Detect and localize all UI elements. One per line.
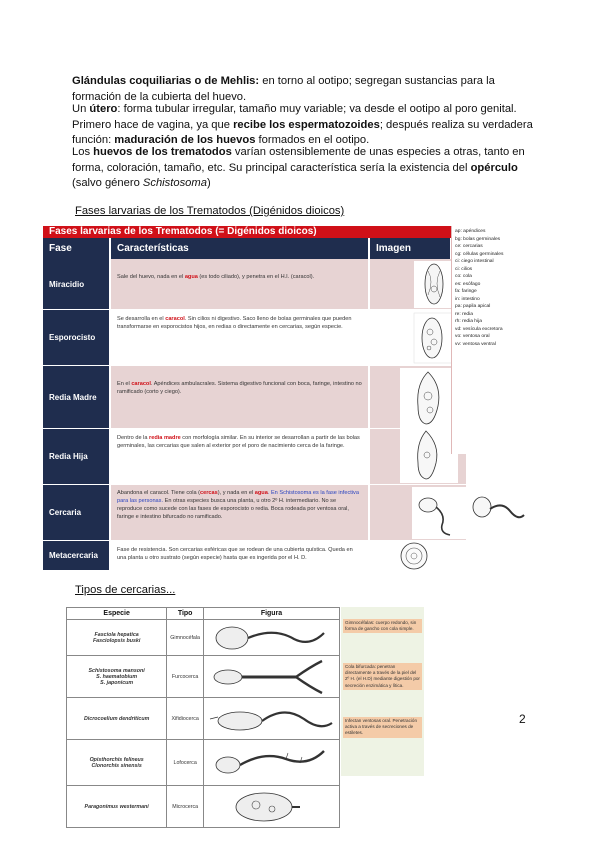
fase-description [111,429,368,485]
fase-label: Cercaria [43,485,109,541]
fase-label: Metacercaria [43,541,109,571]
desc-highlight: cercas [200,490,218,496]
species-name: Schistosoma mansoni [88,667,145,674]
tipo-cell: Microcerca [167,786,204,828]
schistosoma-term: Schistosoma [142,177,207,190]
legend-item: bg: bolas germinales [455,236,501,242]
operculo-term: opérculo [470,161,518,174]
note-gimnocefala: Gimnocéfalas: cuerpo redondo, sin forma de gancho con cola simple. [343,619,422,633]
table-row [67,620,340,656]
desc-text: con morfología similar. En su interior se desarrollan a partir de las bolas germinales, las cercarias que salen al exterior por el poro de nacimiento cerca de la faringe. [117,435,360,449]
desc-text: . Sin cilios ni digestivo. Saco lleno de bolas germinales que pueden transformarse en esporocistos hijos, en redias o directamente en cercarias, según especie. [117,316,352,330]
utero-text3: formados en el ootipo. [255,134,370,147]
cercaria-extra-image [466,485,531,541]
fase-label: Esporocisto [43,310,109,366]
col-especie: Especie [67,608,167,620]
legend-item: ci: cilios [455,266,473,272]
table-row [67,656,340,698]
especie-cell [67,698,167,740]
species-name: Dicrocoelium dendriticum [83,715,150,722]
legend-item: fa: faringe [455,289,477,294]
row-cercaria [43,485,466,541]
legend-item: cg: células germinales [455,251,504,257]
desc-blue: . En Schistosoma es la fase infectiva para las personas. [117,490,359,504]
heading-tipos: Tipos de cercarias... [75,584,176,596]
cercaria-types-table [66,607,340,828]
huevos-end: ) [206,177,211,190]
desc-highlight: agua [254,490,268,496]
huevos-text: varían ostensiblemente de unas especies a otras, tanto en forma, coloración, tamaño, etc. Su principal característica sería la existencia del [72,146,525,174]
huevos-text2: (salvo género [72,177,143,190]
desc-text: (es todo ciliado), y penetra en el H.I. (caracol). [197,274,315,280]
species-name: Fasciola hepatica [94,631,139,638]
utero-pre: Un [72,103,90,115]
desc-highlight: caracol [165,316,185,322]
species-name: S. japonicum [100,679,134,686]
row-redia-madre [43,366,466,429]
legend-item: rh: redia hija [455,319,482,324]
species-name: Clonorchis sinensis [91,762,142,769]
legend-item: es: esófago [455,281,481,287]
larval-table-title: Fases larvarias de los Trematodos (= Digénidos dioicos) [43,226,466,238]
page-number: 2 [519,712,526,726]
tipo-cell: Xifidiocerca [167,698,204,740]
tipo-cell: Gimnocéfala [167,620,204,656]
furcocerca-figure [204,656,340,698]
desc-highlight: redia madre [149,435,181,441]
metacercaria-image [370,541,466,571]
row-metacercaria [43,541,531,571]
legend-item: ap: apéndices [455,229,486,234]
especie-cell [67,786,167,828]
fase-label: Miracidio [43,259,109,310]
utero-term2: recibe los espermatozoides [233,118,380,131]
desc-text: Se desarrolla en el [117,316,166,322]
col-imagen: Imagen [370,238,450,259]
note-xifidiocerca: Infectan ventosas oral. Penetración activa a través de secreciones de estiletes. [343,717,422,738]
microcerca-figure [204,786,340,828]
heading-fases: Fases larvarias de los Trematodos (Digénidos dioicos) [75,205,345,217]
desc-text: En otras especies busca una planta, u otro 2º H. intermediario. No se reproduce como sucede con las fases de esporocisto o redia. Boca rodeada por ventosa oral, faringe e intestino bifurcado no ramificado. [117,498,349,520]
legend-item: ce: cercarias [455,244,483,249]
especie-cell [67,656,167,698]
fase-description [111,310,368,366]
fase-label: Redia Hija [43,429,109,485]
utero-term3: maduración de los huevos [114,134,256,147]
tipo-cell: Lofocerca [167,740,204,786]
lofocerca-figure [204,740,340,786]
desc-text: Abandona el caracol. Tiene cola ( [117,490,201,496]
desc-text: Fase de resistencia. Son cercarias esféricas que se rodean de una cubierta quística. Queda en una planta u otro sustrato (según especie) hasta que es ingerida por el H. D. [117,547,353,561]
legend-item: co: cola [455,274,472,279]
fase-description [111,366,368,429]
paragraph-mehlis [72,74,542,105]
col-fase: Fase [43,238,109,259]
utero-text: : forma tubular irregular, tamaño muy variable; va desde el ootipo al poro genital. Primero hace de vagina, ya que [72,103,517,131]
legend-item: ci: ciego intestinal [455,259,494,264]
tipo-cell: Furcocerca [167,656,204,698]
col-figura: Figura [204,608,340,620]
mehlis-text: en torno al ootipo; segregan sustancias para la formación de la cubierta del huevo. [72,75,495,103]
fase-description [111,541,368,571]
table-row [67,698,340,740]
note-furcocerca: Cola bifurcada: penetran directamente a través de la piel del 2º H. (el H.D) mediante digestión por secreción enzimática y lítica. [343,663,422,690]
larval-stages-table [43,226,531,571]
fase-description [111,485,368,541]
especie-cell [67,620,167,656]
cercaria-image [370,485,466,541]
species-name: S. haematobium [96,673,138,680]
desc-text: ), y nada en el [217,490,255,496]
legend-item: in: intestino [455,296,480,302]
utero-term: útero [89,103,118,115]
utero-text2: ; después realiza su verdadera función: [72,118,533,147]
row-redia-hija [43,429,466,485]
huevos-pre: Los [72,146,94,158]
legend-item: vd: vesícula excretora [455,326,503,332]
cercaria-notes-panel [341,607,424,776]
fase-label: Redia Madre [43,366,109,429]
huevos-term: huevos de los trematodos [93,146,232,158]
xifidiocerca-figure [204,698,340,740]
fase-description [111,259,368,310]
desc-highlight: agua [184,274,198,280]
paragraph-utero [72,102,542,149]
species-name: Opisthorchis felineus [89,756,144,763]
row-esporocisto [43,310,466,366]
col-caracteristicas: Características [111,238,368,259]
legend-item: re: redia [455,311,473,317]
especie-cell [67,740,167,786]
desc-text: . Apéndices ambulacrales. Sistema digestivo funcional con boca, faringe, intestino no ramificado (corto y ciego). [117,381,362,395]
desc-highlight: caracol [131,381,151,387]
row-miracidio [43,259,466,310]
mehlis-term: Glándulas coquiliarias o de Mehlis: [72,75,260,87]
table-row [67,740,340,786]
col-tipo: Tipo [167,608,204,620]
legend-item: vv: ventosa ventral [455,341,496,347]
legend-item: vo: ventosa oral [455,334,490,339]
species-name: Fasciolopsis buski [92,637,141,644]
paragraph-huevos [72,145,542,192]
legend-item: pa: papila apical [455,304,491,309]
table-row [67,786,340,828]
gimnocefala-figure [204,620,340,656]
desc-text: En el [117,381,132,387]
desc-text: Sale del huevo, nada en el [117,274,185,280]
desc-text: Dentro de la [117,435,150,441]
species-name: Paragonimus westermani [84,803,149,810]
abbreviation-legend [451,226,531,454]
